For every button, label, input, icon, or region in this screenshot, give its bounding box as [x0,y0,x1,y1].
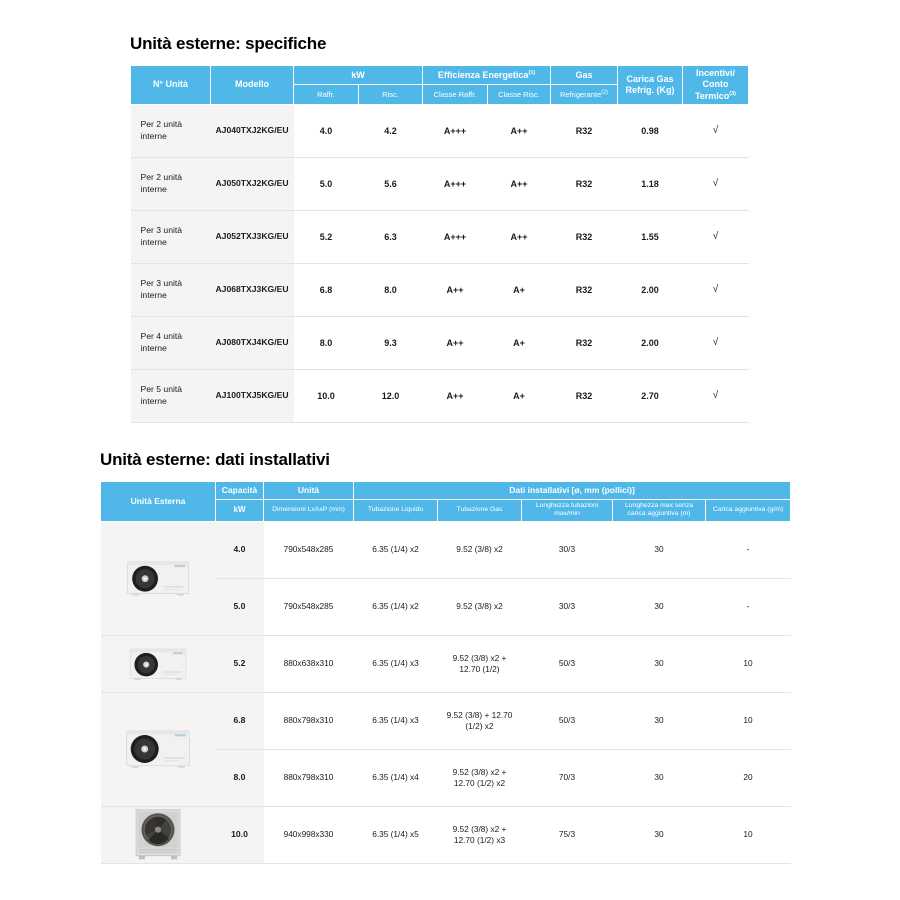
table-row [131,369,749,422]
cell-tubazione-liquido: 6.35 (1/4) x3 [354,692,438,749]
cell-dimensioni: 790x548x285 [264,521,354,578]
cell-unit-image [101,692,216,806]
cell-lunghezza-max: 30 [613,806,706,863]
col-group-efficienza [423,66,551,85]
checkmark: √ [683,210,749,263]
cell-capacita: 5.2 [216,635,264,692]
cell-lunghezza-tubazioni: 70/3 [522,749,613,806]
col-group-unita: Unità [264,482,354,500]
cell-lunghezza-max: 30 [613,692,706,749]
cell-n-unita: Per 3 unità interne [131,210,211,263]
cell-capacita: 4.0 [216,521,264,578]
table-row [101,521,791,578]
table-row [101,692,791,749]
page-title: Unità esterne: specifiche [130,34,327,53]
cell-classe-raffr: A+++ [423,210,488,263]
cell-carica: 2.00 [618,316,683,369]
cell-tubazione-gas: 9.52 (3/8) + 12.70 (1/2) x2 [438,692,522,749]
cell-tubazione-liquido: 6.35 (1/4) x4 [354,749,438,806]
checkmark: √ [683,316,749,369]
cell-unit-image [101,521,216,635]
cell-lunghezza-tubazioni: 30/3 [522,521,613,578]
cell-gas: R32 [551,104,618,157]
checkmark: √ [683,263,749,316]
cell-classe-risc: A++ [488,157,551,210]
cell-lunghezza-max: 30 [613,749,706,806]
cell-gas: R32 [551,316,618,369]
cell-risc: 8.0 [359,263,423,316]
cell-classe-risc: A++ [488,104,551,157]
cell-gas: R32 [551,369,618,422]
cell-carica-aggiuntiva: - [706,521,791,578]
col-group-kw: kW [294,66,423,85]
cell-n-unita: Per 3 unità interne [131,263,211,316]
col-header-incentivi [683,66,749,105]
cell-classe-raffr: A+++ [423,157,488,210]
cell-carica-aggiuntiva: - [706,578,791,635]
cell-carica-aggiuntiva: 10 [706,635,791,692]
table-row [131,157,749,210]
cell-n-unita: Per 5 unità interne [131,369,211,422]
table-row [101,806,791,863]
cell-modello: AJ050TXJ2KG/EU [211,157,294,210]
cell-dimensioni: 940x998x330 [264,806,354,863]
outdoor-unit-large-icon [101,807,216,863]
outdoor-unit-illustration [123,724,193,774]
cell-carica-aggiuntiva: 10 [706,806,791,863]
col-group-gas: Gas [551,66,618,85]
efficienza-footnote: (1) [528,69,536,76]
cell-modello: AJ040TXJ2KG/EU [211,104,294,157]
cell-capacita: 10.0 [216,806,264,863]
cell-capacita: 6.8 [216,692,264,749]
cell-tubazione-gas: 9.52 (3/8) x2 + 12.70 (1/2) x2 [438,749,522,806]
section-specifiche [130,34,748,423]
install-table [100,481,791,864]
cell-modello: AJ068TXJ3KG/EU [211,263,294,316]
section-dati-installativi [100,450,790,864]
col-subheader-refrigerante [551,85,618,104]
cell-tubazione-liquido: 6.35 (1/4) x5 [354,806,438,863]
col-subheader-tubazione-liquido: Tubazione Liquido [354,500,438,522]
cell-carica-aggiuntiva: 10 [706,692,791,749]
cell-risc: 12.0 [359,369,423,422]
cell-lunghezza-max: 30 [613,578,706,635]
cell-classe-raffr: A++ [423,369,488,422]
cell-raffr: 6.8 [294,263,359,316]
cell-tubazione-liquido: 6.35 (1/4) x2 [354,521,438,578]
cell-lunghezza-tubazioni: 75/3 [522,806,613,863]
cell-gas: R32 [551,157,618,210]
cell-raffr: 4.0 [294,104,359,157]
cell-capacita: 5.0 [216,578,264,635]
cell-tubazione-gas: 9.52 (3/8) x2 [438,521,522,578]
cell-n-unita: Per 2 unità interne [131,157,211,210]
cell-classe-risc: A+ [488,369,551,422]
cell-lunghezza-tubazioni: 30/3 [522,578,613,635]
cell-modello: AJ100TXJ5KG/EU [211,369,294,422]
cell-raffr: 8.0 [294,316,359,369]
cell-classe-raffr: A++ [423,263,488,316]
cell-dimensioni: 880x798x310 [264,749,354,806]
cell-capacita: 8.0 [216,749,264,806]
cell-gas: R32 [551,263,618,316]
cell-carica: 0.98 [618,104,683,157]
cell-classe-raffr: A+++ [423,104,488,157]
cell-n-unita: Per 4 unità interne [131,316,211,369]
cell-gas: R32 [551,210,618,263]
incentivi-line1: Incentivi/ [695,68,735,78]
cell-lunghezza-max: 30 [613,635,706,692]
cell-raffr: 5.2 [294,210,359,263]
cell-carica: 1.18 [618,157,683,210]
cell-unit-image [101,635,216,692]
checkmark: √ [683,157,749,210]
cell-modello: AJ052TXJ3KG/EU [211,210,294,263]
outdoor-unit-illustration [129,807,187,862]
refrigerante-footnote: (2) [601,89,608,96]
cell-n-unita: Per 2 unità interne [131,104,211,157]
cell-classe-raffr: A++ [423,316,488,369]
cell-raffr: 5.0 [294,157,359,210]
col-subheader-carica-aggiuntiva: Carica aggiuntiva (g/m) [706,500,791,522]
cell-dimensioni: 880x798x310 [264,692,354,749]
cell-risc: 9.3 [359,316,423,369]
col-group-dati-installativi: Dati installativi [ø, mm (pollici)] [354,482,791,500]
cell-tubazione-gas: 9.52 (3/8) x2 + 12.70 (1/2) [438,635,522,692]
table-row [101,635,791,692]
table-row [131,263,749,316]
cell-risc: 4.2 [359,104,423,157]
cell-tubazione-gas: 9.52 (3/8) x2 + 12.70 (1/2) x3 [438,806,522,863]
cell-dimensioni: 880x638x310 [264,635,354,692]
col-subheader-risc: Risc. [359,85,423,104]
outdoor-unit-medium-icon [101,636,216,692]
checkmark: √ [683,369,749,422]
cell-classe-risc: A+ [488,316,551,369]
cell-lunghezza-tubazioni: 50/3 [522,692,613,749]
cell-tubazione-gas: 9.52 (3/8) x2 [438,578,522,635]
cell-tubazione-liquido: 6.35 (1/4) x3 [354,635,438,692]
col-header-n-unita: N° Unità [131,66,211,105]
col-subheader-lunghezza-tubazioni: Lunghezza tubazioni max/min [522,500,613,522]
outdoor-unit-illustration [124,555,192,601]
cell-risc: 5.6 [359,157,423,210]
table-row [131,210,749,263]
table-row [131,316,749,369]
col-header-carica-gas: Carica Gas Refrig. (Kg) [618,66,683,105]
col-subheader-classe-raffr: Classe Raffr. [423,85,488,104]
outdoor-unit-medium-large-icon [101,693,216,806]
col-group-capacita: Capacità [216,482,264,500]
incentivi-line2: Conto Termico [694,79,730,101]
cell-risc: 6.3 [359,210,423,263]
spec-table [130,65,749,423]
incentivi-footnote: (3) [729,90,737,97]
page-title: Unità esterne: dati installativi [100,450,330,469]
cell-raffr: 10.0 [294,369,359,422]
col-header-unita-esterna: Unità Esterna [101,482,216,522]
table-row [131,104,749,157]
col-header-modello: Modello [211,66,294,105]
refrigerante-label: Refrigerante [559,89,602,99]
cell-unit-image [101,806,216,863]
cell-carica: 2.00 [618,263,683,316]
cell-classe-risc: A++ [488,210,551,263]
col-subheader-tubazione-gas: Tubazione Gas [438,500,522,522]
cell-carica: 2.70 [618,369,683,422]
checkmark: √ [683,104,749,157]
cell-modello: AJ080TXJ4KG/EU [211,316,294,369]
col-subheader-raffr: Raffr. [294,85,359,104]
col-subheader-lunghezza-max: Lunghezza max senza carica aggiuntiva (m) [613,500,706,522]
cell-tubazione-liquido: 6.35 (1/4) x2 [354,578,438,635]
col-subheader-classe-risc: Classe Risc. [488,85,551,104]
cell-carica-aggiuntiva: 20 [706,749,791,806]
cell-classe-risc: A+ [488,263,551,316]
efficienza-label: Efficienza Energetica [437,69,529,80]
cell-dimensioni: 790x548x285 [264,578,354,635]
outdoor-unit-small-icon [101,522,216,635]
col-subheader-dimensioni: Dimensioni LxAxP (mm) [264,500,354,522]
cell-lunghezza-tubazioni: 50/3 [522,635,613,692]
outdoor-unit-illustration [127,643,189,685]
col-subheader-kw: kW [216,500,264,522]
cell-lunghezza-max: 30 [613,521,706,578]
cell-carica: 1.55 [618,210,683,263]
